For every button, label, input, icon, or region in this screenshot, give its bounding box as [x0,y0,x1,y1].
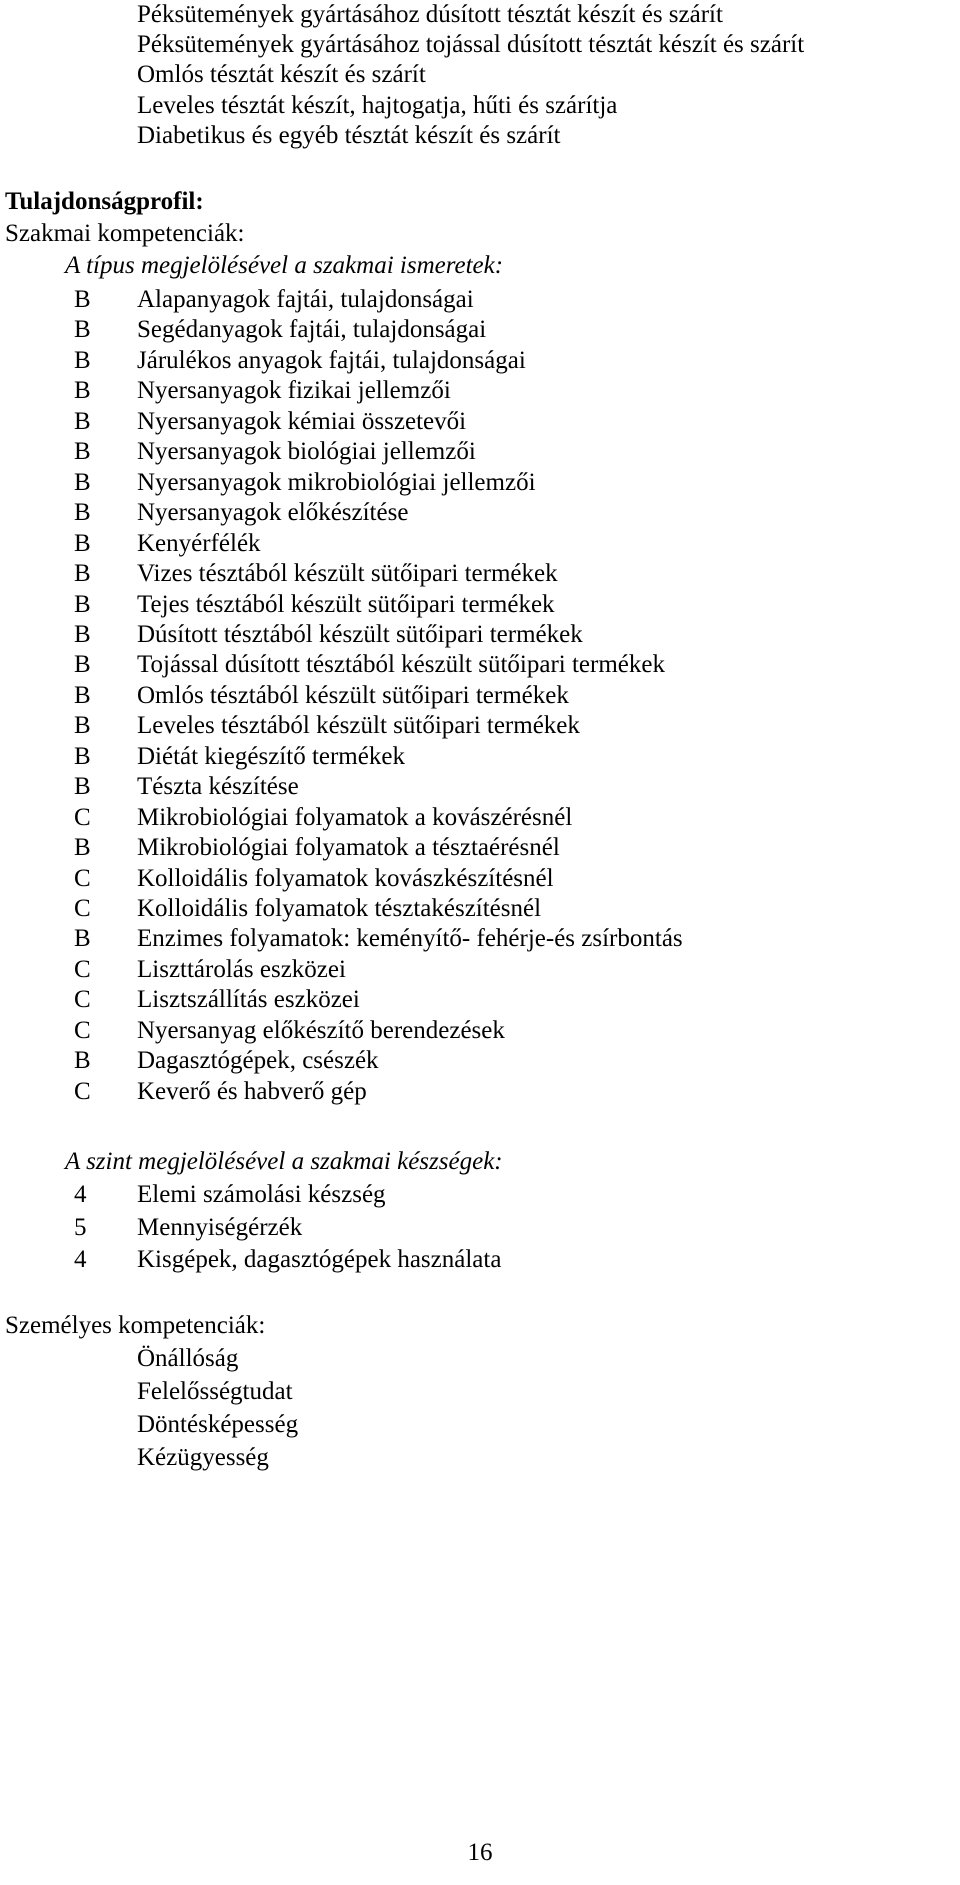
knowledge-type-code: C [74,803,91,831]
skill-level: 4 [74,1181,87,1208]
knowledge-type-code: B [74,712,91,740]
knowledge-type-code: B [74,438,91,466]
personal-competence-item: Felelősségtudat [137,1378,293,1405]
skill-item [0,1210,960,1246]
knowledge-text: Diétát kiegészítő termékek [137,742,405,770]
knowledge-text: Leveles tésztából készült sütőipari termékek [137,712,580,740]
task-line: Omlós tésztát készít és szárít [137,61,426,88]
knowledge-text: Tejes tésztából készült sütőipari termékek [137,590,555,618]
skill-text: Elemi számolási készség [137,1181,386,1208]
knowledge-type-code: B [74,529,91,557]
page-number: 16 [467,1839,493,1866]
knowledge-type-code: B [74,925,91,953]
knowledge-text: Mikrobiológiai folyamatok a kovászérésnél [137,803,573,831]
task-line: Diabetikus és egyéb tésztát készít és szárít [137,122,561,149]
professional-competences-heading: Szakmai kompetenciák: [5,220,245,247]
knowledge-text: Omlós tésztából készült sütőipari termékek [137,681,569,709]
task-line: Leveles tésztát készít, hajtogatja, hűti és szárítja [137,92,618,119]
knowledge-type-code: C [74,895,91,922]
skills-heading: A szint megjelölésével a szakmai készségek: [65,1148,503,1175]
knowledge-type-code: B [74,742,91,770]
knowledge-item [0,1074,960,1110]
knowledge-type-code: C [74,864,91,892]
knowledge-type-code: B [74,681,91,709]
profile-heading: Tulajdonságprofil: [5,188,204,215]
knowledge-text: Vizes tésztából készült sütőipari termékek [137,560,558,588]
knowledge-type-code: C [74,955,91,983]
personal-competence-item: Önállóság [137,1345,239,1372]
knowledge-type-code: B [74,1047,91,1075]
task-line: Péksütemények gyártásához dúsított tésztát készít és szárít [137,1,723,28]
knowledge-text: Alapanyagok fajtái, tulajdonságai [137,286,474,313]
knowledge-text: Nyersanyag előkészítő berendezések [137,1016,505,1044]
knowledge-type-code: B [74,834,91,862]
skill-item [0,1177,960,1213]
knowledge-text: Nyersanyagok előkészítése [137,499,409,527]
task-line: Péksütemények gyártásához tojással dúsított tésztát készít és szárít [137,31,805,58]
knowledge-type-code: C [74,1077,91,1105]
knowledge-text: Tészta készítése [137,773,299,801]
knowledge-type-code: B [74,286,91,313]
knowledge-text: Nyersanyagok fizikai jellemzői [137,377,451,405]
knowledge-type-code: C [74,1016,91,1044]
skill-text: Kisgépek, dagasztógépek használata [137,1246,502,1273]
knowledge-type-code: B [74,651,91,679]
knowledge-text: Enzimes folyamatok: keményítő- fehérje-és zsírbontás [137,925,683,953]
knowledge-type-code: B [74,377,91,405]
knowledge-heading: A típus megjelölésével a szakmai ismeretek: [65,252,504,279]
knowledge-type-code: B [74,590,91,618]
knowledge-text: Tojással dúsított tésztából készült sütőipari termékek [137,651,665,679]
knowledge-type-code: C [74,986,91,1014]
personal-competence-item: Kézügyesség [137,1444,269,1471]
knowledge-type-code: B [74,560,91,588]
knowledge-type-code: B [74,407,91,435]
knowledge-type-code: B [74,620,91,648]
skill-item [0,1242,960,1278]
knowledge-text: Kenyérfélék [137,529,261,557]
knowledge-text: Liszttárolás eszközei [137,955,346,983]
skill-text: Mennyiségérzék [137,1213,303,1241]
knowledge-type-code: B [74,773,91,801]
personal-competence-item: Döntésképesség [137,1411,299,1438]
knowledge-text: Dagasztógépek, csészék [137,1047,379,1075]
knowledge-type-code: B [74,316,91,344]
knowledge-text: Kolloidális folyamatok tésztakészítésnél [137,895,542,922]
knowledge-type-code: B [74,346,91,374]
knowledge-text: Nyersanyagok kémiai összetevői [137,407,467,435]
knowledge-text: Nyersanyagok biológiai jellemzői [137,438,476,466]
skill-level: 4 [74,1246,87,1273]
personal-competences-heading: Személyes kompetenciák: [5,1312,266,1339]
knowledge-text: Mikrobiológiai folyamatok a tésztaérésnél [137,834,560,862]
knowledge-text: Kolloidális folyamatok kovászkészítésnél [137,864,554,892]
knowledge-type-code: B [74,499,91,527]
knowledge-text: Dúsított tésztából készült sütőipari termékek [137,620,583,648]
knowledge-text: Lisztszállítás eszközei [137,986,360,1014]
skill-level: 5 [74,1213,87,1241]
knowledge-text: Járulékos anyagok fajtái, tulajdonságai [137,346,526,374]
knowledge-text: Keverő és habverő gép [137,1077,367,1105]
knowledge-text: Segédanyagok fajtái, tulajdonságai [137,316,487,344]
knowledge-text: Nyersanyagok mikrobiológiai jellemzői [137,468,536,496]
knowledge-type-code: B [74,468,91,496]
